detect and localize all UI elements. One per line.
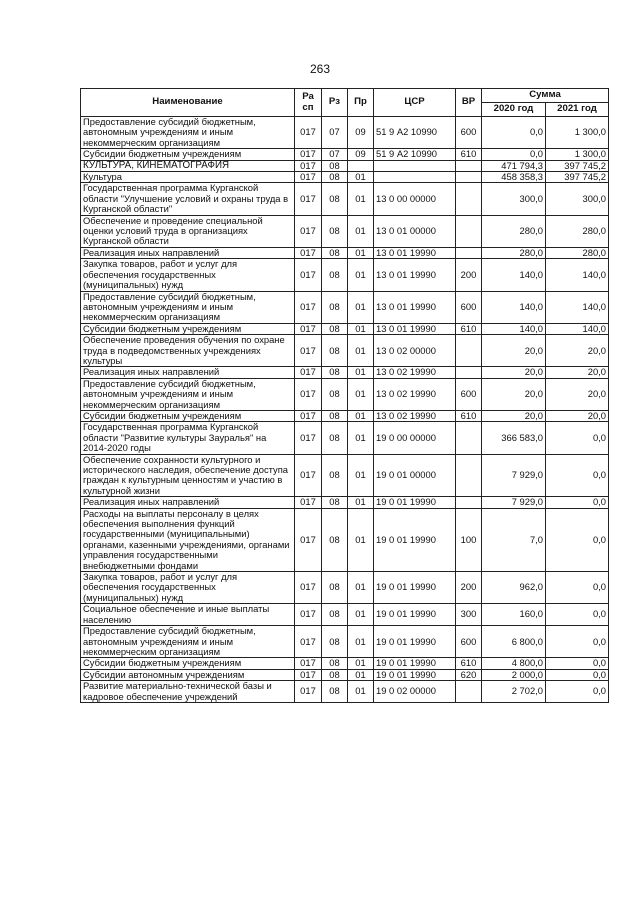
cell-csr: 13 0 02 19990 bbox=[374, 378, 456, 410]
cell-rz: 08 bbox=[322, 215, 348, 247]
cell-pr: 01 bbox=[348, 378, 374, 410]
cell-vr: 600 bbox=[456, 291, 482, 323]
table-row bbox=[81, 259, 609, 291]
cell-y2020: 6 800,0 bbox=[482, 626, 546, 658]
cell-vr: 600 bbox=[456, 117, 482, 149]
cell-pr: 01 bbox=[348, 367, 374, 378]
cell-y2020: 2 702,0 bbox=[482, 681, 546, 703]
table-body bbox=[81, 117, 609, 703]
cell-vr: 600 bbox=[456, 626, 482, 658]
cell-vr bbox=[456, 681, 482, 703]
cell-vr bbox=[456, 247, 482, 258]
cell-pr: 01 bbox=[348, 247, 374, 258]
cell-rasp: 017 bbox=[295, 160, 322, 171]
cell-y2020: 20,0 bbox=[482, 335, 546, 367]
cell-rz: 08 bbox=[322, 291, 348, 323]
cell-pr: 01 bbox=[348, 454, 374, 497]
cell-csr: 13 0 01 19990 bbox=[374, 259, 456, 291]
cell-csr: 19 0 01 19990 bbox=[374, 572, 456, 604]
table-row bbox=[81, 367, 609, 378]
cell-csr: 19 0 01 19990 bbox=[374, 497, 456, 508]
cell-pr: 01 bbox=[348, 410, 374, 421]
cell-rz: 08 bbox=[322, 669, 348, 680]
cell-y2020: 280,0 bbox=[482, 215, 546, 247]
cell-csr bbox=[374, 172, 456, 183]
cell-y2021: 397 745,2 bbox=[546, 172, 609, 183]
table-row bbox=[81, 117, 609, 149]
cell-rasp: 017 bbox=[295, 149, 322, 160]
cell-rz: 07 bbox=[322, 117, 348, 149]
cell-csr: 13 0 02 19990 bbox=[374, 367, 456, 378]
cell-name: Предоставление субсидий бюджетным, автономным учреждениям и иным некоммерческим организациям bbox=[81, 117, 295, 149]
cell-csr: 19 0 01 19990 bbox=[374, 669, 456, 680]
cell-csr: 13 0 02 00000 bbox=[374, 335, 456, 367]
cell-csr: 19 0 02 00000 bbox=[374, 681, 456, 703]
cell-y2020: 280,0 bbox=[482, 247, 546, 258]
table-row bbox=[81, 323, 609, 334]
cell-pr: 01 bbox=[348, 291, 374, 323]
cell-y2020: 7 929,0 bbox=[482, 454, 546, 497]
cell-csr: 13 0 01 19990 bbox=[374, 247, 456, 258]
cell-pr: 01 bbox=[348, 508, 374, 571]
cell-y2021: 0,0 bbox=[546, 658, 609, 669]
cell-name: Предоставление субсидий бюджетным, автономным учреждениям и иным некоммерческим организациям bbox=[81, 626, 295, 658]
cell-pr: 01 bbox=[348, 681, 374, 703]
cell-rz: 08 bbox=[322, 604, 348, 626]
table-row bbox=[81, 604, 609, 626]
cell-pr: 01 bbox=[348, 626, 374, 658]
header-sum: Сумма bbox=[482, 89, 609, 103]
table-row bbox=[81, 626, 609, 658]
cell-pr: 01 bbox=[348, 323, 374, 334]
cell-y2020: 140,0 bbox=[482, 291, 546, 323]
cell-vr bbox=[456, 160, 482, 171]
header-csr: ЦСР bbox=[374, 89, 456, 117]
cell-y2021: 20,0 bbox=[546, 410, 609, 421]
cell-name: Обеспечение проведения обучения по охране труда в подведомственных учреждениях культуры bbox=[81, 335, 295, 367]
cell-rz: 08 bbox=[322, 422, 348, 454]
cell-vr: 620 bbox=[456, 669, 482, 680]
header-row-1 bbox=[81, 89, 609, 103]
cell-rasp: 017 bbox=[295, 291, 322, 323]
cell-y2021: 140,0 bbox=[546, 259, 609, 291]
cell-rasp: 017 bbox=[295, 497, 322, 508]
cell-vr bbox=[456, 215, 482, 247]
cell-rz: 08 bbox=[322, 160, 348, 171]
cell-pr: 01 bbox=[348, 604, 374, 626]
cell-csr: 19 0 01 19990 bbox=[374, 626, 456, 658]
cell-rz: 08 bbox=[322, 626, 348, 658]
table-row bbox=[81, 160, 609, 171]
cell-rasp: 017 bbox=[295, 335, 322, 367]
cell-rz: 08 bbox=[322, 454, 348, 497]
cell-csr: 51 9 А2 10990 bbox=[374, 117, 456, 149]
cell-y2020: 7,0 bbox=[482, 508, 546, 571]
table-row bbox=[81, 410, 609, 421]
cell-pr: 01 bbox=[348, 259, 374, 291]
cell-vr bbox=[456, 367, 482, 378]
cell-rz: 08 bbox=[322, 183, 348, 215]
cell-name: Закупка товаров, работ и услуг для обеспечения государственных (муниципальных) нужд bbox=[81, 259, 295, 291]
header-vr: ВР bbox=[456, 89, 482, 117]
cell-y2021: 0,0 bbox=[546, 508, 609, 571]
cell-csr: 13 0 01 19990 bbox=[374, 323, 456, 334]
cell-y2021: 0,0 bbox=[546, 422, 609, 454]
cell-y2020: 7 929,0 bbox=[482, 497, 546, 508]
cell-pr: 01 bbox=[348, 172, 374, 183]
cell-y2021: 20,0 bbox=[546, 378, 609, 410]
cell-vr bbox=[456, 335, 482, 367]
cell-vr: 610 bbox=[456, 658, 482, 669]
cell-y2021: 1 300,0 bbox=[546, 117, 609, 149]
cell-rasp: 017 bbox=[295, 572, 322, 604]
cell-rasp: 017 bbox=[295, 259, 322, 291]
cell-csr: 19 0 00 00000 bbox=[374, 422, 456, 454]
table-row bbox=[81, 422, 609, 454]
cell-y2020: 471 794,3 bbox=[482, 160, 546, 171]
table-row bbox=[81, 215, 609, 247]
cell-y2021: 20,0 bbox=[546, 367, 609, 378]
cell-rz: 08 bbox=[322, 172, 348, 183]
cell-vr bbox=[456, 172, 482, 183]
cell-vr: 100 bbox=[456, 508, 482, 571]
cell-csr: 19 0 01 19990 bbox=[374, 604, 456, 626]
cell-y2021: 0,0 bbox=[546, 572, 609, 604]
table-row bbox=[81, 572, 609, 604]
cell-rz: 08 bbox=[322, 323, 348, 334]
cell-rz: 08 bbox=[322, 497, 348, 508]
cell-name: Развитие материально-технической базы и кадровое обеспечение учреждений bbox=[81, 681, 295, 703]
cell-vr: 600 bbox=[456, 378, 482, 410]
cell-csr: 19 0 01 00000 bbox=[374, 454, 456, 497]
cell-name: Субсидии бюджетным учреждениям bbox=[81, 323, 295, 334]
cell-pr: 01 bbox=[348, 669, 374, 680]
cell-rasp: 017 bbox=[295, 658, 322, 669]
cell-y2021: 300,0 bbox=[546, 183, 609, 215]
cell-pr: 01 bbox=[348, 572, 374, 604]
cell-y2021: 280,0 bbox=[546, 215, 609, 247]
cell-pr: 01 bbox=[348, 215, 374, 247]
cell-rasp: 017 bbox=[295, 669, 322, 680]
cell-y2020: 366 583,0 bbox=[482, 422, 546, 454]
cell-vr: 610 bbox=[456, 323, 482, 334]
cell-rasp: 017 bbox=[295, 183, 322, 215]
cell-y2020: 140,0 bbox=[482, 259, 546, 291]
cell-y2020: 962,0 bbox=[482, 572, 546, 604]
cell-rasp: 017 bbox=[295, 323, 322, 334]
table-row bbox=[81, 669, 609, 680]
cell-rasp: 017 bbox=[295, 508, 322, 571]
header-name: Наименование bbox=[81, 89, 295, 117]
table-row bbox=[81, 681, 609, 703]
cell-name: Реализация иных направлений bbox=[81, 367, 295, 378]
cell-rasp: 017 bbox=[295, 215, 322, 247]
cell-y2020: 458 358,3 bbox=[482, 172, 546, 183]
cell-rasp: 017 bbox=[295, 172, 322, 183]
header-pr: Пр bbox=[348, 89, 374, 117]
cell-pr: 01 bbox=[348, 422, 374, 454]
cell-rasp: 017 bbox=[295, 247, 322, 258]
cell-csr: 13 0 01 19990 bbox=[374, 291, 456, 323]
budget-table bbox=[80, 88, 609, 703]
cell-vr bbox=[456, 497, 482, 508]
cell-csr: 13 0 00 00000 bbox=[374, 183, 456, 215]
cell-name: Субсидии бюджетным учреждениям bbox=[81, 149, 295, 160]
cell-rz: 07 bbox=[322, 149, 348, 160]
cell-rz: 08 bbox=[322, 259, 348, 291]
cell-y2020: 4 800,0 bbox=[482, 658, 546, 669]
cell-y2020: 0,0 bbox=[482, 149, 546, 160]
table-row bbox=[81, 378, 609, 410]
cell-y2020: 300,0 bbox=[482, 183, 546, 215]
cell-rz: 08 bbox=[322, 378, 348, 410]
cell-y2021: 140,0 bbox=[546, 291, 609, 323]
cell-vr bbox=[456, 422, 482, 454]
cell-name: Субсидии автономным учреждениям bbox=[81, 669, 295, 680]
table-row bbox=[81, 497, 609, 508]
cell-rasp: 017 bbox=[295, 626, 322, 658]
header-year-2021: 2021 год bbox=[546, 103, 609, 117]
cell-rasp: 017 bbox=[295, 117, 322, 149]
table-row bbox=[81, 247, 609, 258]
cell-vr bbox=[456, 183, 482, 215]
cell-vr: 200 bbox=[456, 259, 482, 291]
cell-csr: 51 9 А2 10990 bbox=[374, 149, 456, 160]
cell-name: Социальное обеспечение и иные выплаты населению bbox=[81, 604, 295, 626]
cell-pr: 01 bbox=[348, 335, 374, 367]
header-rz: Рз bbox=[322, 89, 348, 117]
cell-name: Реализация иных направлений bbox=[81, 247, 295, 258]
cell-y2020: 20,0 bbox=[482, 367, 546, 378]
cell-csr bbox=[374, 160, 456, 171]
table-row bbox=[81, 335, 609, 367]
cell-y2020: 20,0 bbox=[482, 410, 546, 421]
cell-name: Субсидии бюджетным учреждениям bbox=[81, 658, 295, 669]
cell-rz: 08 bbox=[322, 367, 348, 378]
cell-name: Государственная программа Курганской области "Улучшение условий и охраны труда в Курганской области" bbox=[81, 183, 295, 215]
cell-rasp: 017 bbox=[295, 378, 322, 410]
cell-csr: 13 0 02 19990 bbox=[374, 410, 456, 421]
cell-y2020: 2 000,0 bbox=[482, 669, 546, 680]
cell-csr: 13 0 01 00000 bbox=[374, 215, 456, 247]
table-row bbox=[81, 454, 609, 497]
cell-rz: 08 bbox=[322, 247, 348, 258]
header-rasp: Ра сп bbox=[295, 89, 322, 117]
cell-vr: 300 bbox=[456, 604, 482, 626]
cell-name: Субсидии бюджетным учреждениям bbox=[81, 410, 295, 421]
cell-y2021: 0,0 bbox=[546, 454, 609, 497]
cell-rasp: 017 bbox=[295, 367, 322, 378]
cell-y2020: 160,0 bbox=[482, 604, 546, 626]
cell-rz: 08 bbox=[322, 681, 348, 703]
cell-name: Расходы на выплаты персоналу в целях обеспечения выполнения функций государственными (муниципальными) органами, казенными учреждениями, органами управления государственными внебюджетными фондами bbox=[81, 508, 295, 571]
cell-vr: 200 bbox=[456, 572, 482, 604]
cell-rz: 08 bbox=[322, 410, 348, 421]
cell-y2021: 0,0 bbox=[546, 681, 609, 703]
cell-csr: 19 0 01 19990 bbox=[374, 658, 456, 669]
cell-pr: 01 bbox=[348, 658, 374, 669]
cell-name: Предоставление субсидий бюджетным, автономным учреждениям и иным некоммерческим организациям bbox=[81, 378, 295, 410]
cell-y2021: 280,0 bbox=[546, 247, 609, 258]
cell-name: Обеспечение и проведение специальной оценки условий труда в организациях Курганской области bbox=[81, 215, 295, 247]
cell-rz: 08 bbox=[322, 335, 348, 367]
cell-y2021: 140,0 bbox=[546, 323, 609, 334]
cell-name: Обеспечение сохранности культурного и исторического наследия, обеспечение доступа граждан к культурным ценностям и участию в культурной жизни bbox=[81, 454, 295, 497]
table-row bbox=[81, 508, 609, 571]
cell-name: Реализация иных направлений bbox=[81, 497, 295, 508]
header-year-2020: 2020 год bbox=[482, 103, 546, 117]
cell-rasp: 017 bbox=[295, 681, 322, 703]
cell-pr bbox=[348, 160, 374, 171]
cell-y2021: 1 300,0 bbox=[546, 149, 609, 160]
cell-rasp: 017 bbox=[295, 410, 322, 421]
cell-rasp: 017 bbox=[295, 454, 322, 497]
table-row bbox=[81, 291, 609, 323]
cell-name: Государственная программа Курганской области "Развитие культуры Зауралья" на 2014-2020 годы bbox=[81, 422, 295, 454]
cell-name: Культура bbox=[81, 172, 295, 183]
cell-vr: 610 bbox=[456, 149, 482, 160]
cell-rz: 08 bbox=[322, 508, 348, 571]
cell-pr: 01 bbox=[348, 497, 374, 508]
cell-vr: 610 bbox=[456, 410, 482, 421]
cell-rz: 08 bbox=[322, 572, 348, 604]
cell-y2021: 20,0 bbox=[546, 335, 609, 367]
table-row bbox=[81, 658, 609, 669]
cell-pr: 09 bbox=[348, 149, 374, 160]
cell-name: КУЛЬТУРА, КИНЕМАТОГРАФИЯ bbox=[81, 160, 295, 171]
cell-y2021: 0,0 bbox=[546, 669, 609, 680]
cell-rasp: 017 bbox=[295, 422, 322, 454]
cell-csr: 19 0 01 19990 bbox=[374, 508, 456, 571]
cell-y2020: 140,0 bbox=[482, 323, 546, 334]
cell-name: Закупка товаров, работ и услуг для обеспечения государственных (муниципальных) нужд bbox=[81, 572, 295, 604]
cell-y2021: 397 745,2 bbox=[546, 160, 609, 171]
cell-pr: 01 bbox=[348, 183, 374, 215]
cell-vr bbox=[456, 454, 482, 497]
page-number: 263 bbox=[309, 62, 331, 76]
cell-pr: 09 bbox=[348, 117, 374, 149]
cell-y2020: 20,0 bbox=[482, 378, 546, 410]
cell-name: Предоставление субсидий бюджетным, автономным учреждениям и иным некоммерческим организациям bbox=[81, 291, 295, 323]
table-row bbox=[81, 183, 609, 215]
cell-y2021: 0,0 bbox=[546, 626, 609, 658]
table-row bbox=[81, 172, 609, 183]
cell-rasp: 017 bbox=[295, 604, 322, 626]
cell-y2021: 0,0 bbox=[546, 497, 609, 508]
cell-y2021: 0,0 bbox=[546, 604, 609, 626]
cell-y2020: 0,0 bbox=[482, 117, 546, 149]
table-row bbox=[81, 149, 609, 160]
cell-rz: 08 bbox=[322, 658, 348, 669]
